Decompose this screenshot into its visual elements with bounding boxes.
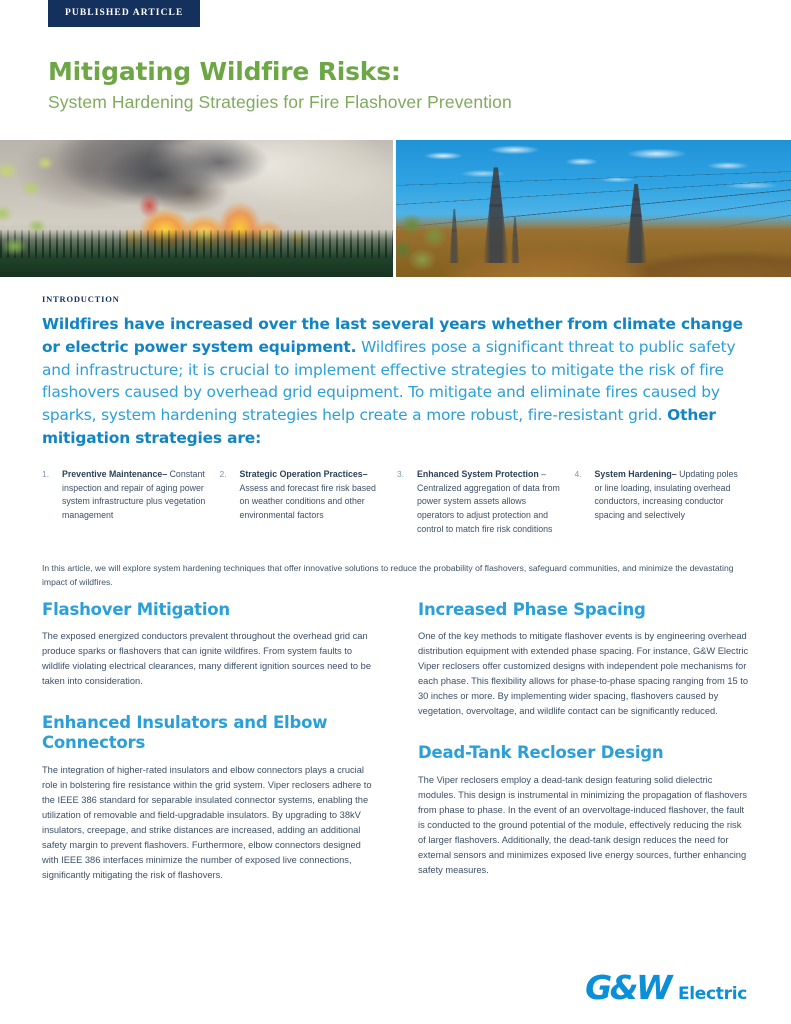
section-flashover-mitigation: [42, 600, 374, 689]
section-enhanced-insulators: [42, 713, 374, 883]
list-item-title: Preventive Maintenance–: [62, 469, 168, 479]
list-item: [42, 468, 220, 536]
list-item-title: System Hardening–: [594, 469, 677, 479]
section-body: One of the key methods to mitigate flashover events is by engineering overhead distribution equipment with extended phase spacing. For instance, G&W Electric Viper reclosers offer customized designs with independent pole mechanisms for each phase. This flexibility allows for phase-to-phase spacing ranging from 15 to 30 inches or more. By implementing wider spacing, flashovers caused by vegetation, overvoltage, and wildlife contact can be significantly reduced.: [418, 631, 749, 717]
section-body: The Viper reclosers employ a dead-tank design featuring solid dielectric modules. This design is instrumental in minimizing the propagation of flashovers from phase to phase. In the event of an overvoltage-induced flashover, the fault is conducted to the ground potential of the module, effectively reducing the risk of larger flashovers. Additionally, the dead-tank design reduces the need for external sensors and minimizes exposed live energy sources, further enhancing safety measures.: [418, 774, 747, 875]
section-heading: Enhanced Insulators and Elbow Connectors: [42, 713, 328, 753]
logo-wordmark-text: Electric: [677, 984, 747, 1004]
introduction-section: [42, 294, 748, 450]
article-leadin-paragraph: In this article, we will explore system hardening techniques that offer innovative solutions to reduce the probability of flashovers, safeguard communities, and minimize the devastating impact of wildfires.: [42, 563, 734, 587]
transmission-towers-photo: [396, 140, 791, 277]
list-item-text: – Centralized aggregation of data from power system assets allows operators to adjust protection and control to match fire risk conditions: [417, 469, 560, 534]
mitigation-strategies-list: [42, 468, 752, 536]
introduction-paragraph: [42, 313, 748, 450]
list-item-body: [595, 468, 739, 536]
article-columns: [42, 600, 750, 907]
section-increased-phase-spacing: [418, 600, 750, 719]
list-item-title: Strategic Operation Practices–: [239, 469, 368, 479]
company-logo: [585, 968, 747, 1007]
section-heading: Flashover Mitigation: [42, 600, 230, 619]
list-item: [397, 468, 575, 536]
section-heading: Dead-Tank Recloser Design: [418, 743, 664, 763]
list-item-text: Constant inspection and repair of aging power system infrastructure plus vegetation management: [62, 469, 206, 520]
list-item-number: 4.: [574, 469, 582, 479]
article-column-right: [418, 600, 750, 907]
list-item: [575, 468, 753, 536]
title-block: [48, 58, 748, 114]
section-heading: Increased Phase Spacing: [418, 600, 646, 619]
list-item-body: [417, 468, 561, 536]
list-item-body: [62, 468, 206, 536]
section-body: The integration of higher-rated insulators and elbow connectors plays a crucial role in bolstering fire resistance within the grid system. Viper reclosers adhere to the IEEE 386 standard for separable insulated connector systems, enabling the utilization of removable and field-upgradable insulators. By upgrading to 38kV insulators, creepage, and strike distances are increased, adding an additional safety margin to prevent flashovers. Furthermore, elbow connectors designed with IEEE 386 interfaces minimize the number of exposed live connections, significantly mitigating the risk of flashovers.: [42, 764, 372, 880]
list-item: [220, 468, 398, 536]
wildfire-photo: [0, 140, 393, 277]
list-item-number: 1.: [42, 469, 50, 479]
list-item-number: 3.: [397, 469, 405, 479]
list-item-number: 2.: [219, 469, 227, 479]
logo-mark-text: G&W: [585, 968, 670, 1007]
introduction-body-text: Wildfires pose a significant threat to public safety and infrastructure; it is crucial to implement effective strategies to mitigate the risk of fire flashovers caused by overhead grid equipment. To mitigate and eliminate fires caused by sparks, system hardening strategies help create a more robust, fire-resistant grid.: [42, 337, 736, 425]
list-item-body: [240, 468, 384, 536]
published-article-badge: PUBLISHED ARTICLE: [48, 0, 200, 27]
introduction-trailing-bold: Other mitigation strategies are:: [42, 406, 716, 447]
section-body: The exposed energized conductors prevalent throughout the overhead grid can produce sparks or flashovers that can ignite wildfires. From system faults to wildlife violating electrical clearances, many different ignition sources need to be taken into consideration.: [42, 631, 372, 687]
introduction-lead-bold: Wildfires have increased over the last several years whether from climate change or electric power system equipment.: [42, 315, 743, 356]
section-dead-tank-recloser: [418, 743, 750, 877]
hero-image-strip: [0, 140, 791, 277]
list-item-title: Enhanced System Protection: [417, 469, 539, 479]
list-item-text: Assess and forecast fire risk based on weather conditions and other environmental factors: [239, 482, 376, 520]
page-title: Mitigating Wildfire Risks:: [48, 57, 401, 86]
grid-brush-layer: [396, 198, 483, 277]
wildfire-foliage-layer: [0, 148, 86, 274]
introduction-label: INTRODUCTION: [42, 294, 120, 304]
list-item-text: Updating poles or line loading, insulating overhead conductors, increasing conductor spacing and selectively: [594, 469, 738, 520]
page-subtitle: System Hardening Strategies for Fire Flashover Prevention: [48, 91, 512, 112]
article-column-left: [42, 600, 374, 907]
